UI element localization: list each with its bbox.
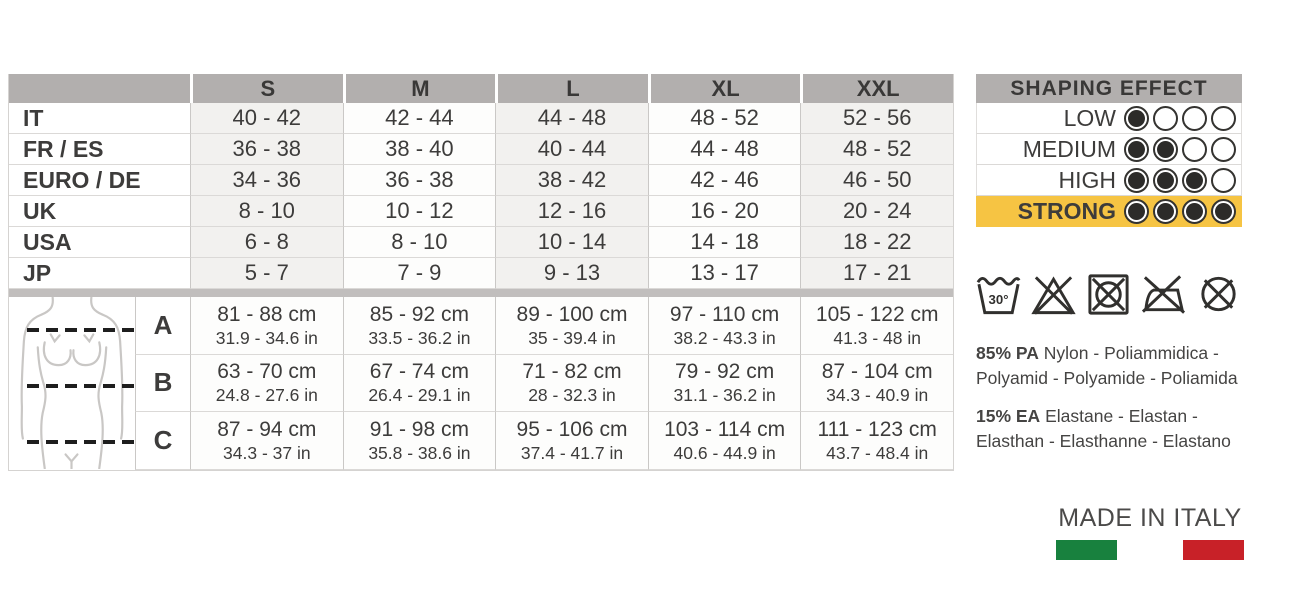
size-row-label-it: IT — [9, 103, 190, 134]
composition-pct-pa: 85% PA — [976, 343, 1039, 363]
size-chart-tables — [8, 74, 954, 471]
filled-dot-icon — [1124, 199, 1149, 224]
italy-flag — [1056, 540, 1244, 560]
size-row-label-usa: USA — [9, 227, 190, 258]
size-value-cell: 13 - 17 — [648, 258, 801, 289]
shaping-dots — [1124, 137, 1236, 162]
size-value-cell: 44 - 48 — [495, 103, 648, 134]
measure-row-label-a: A — [135, 297, 190, 355]
measurement-line-a — [27, 328, 135, 332]
size-value-cell: 8 - 10 — [190, 196, 343, 227]
size-table-corner-cell — [9, 74, 190, 103]
measure-value-cell: 91 - 98 cm 35.8 - 38.6 in — [343, 412, 496, 470]
flag-red-bar — [1183, 540, 1244, 560]
empty-dot-icon — [1153, 106, 1178, 131]
measure-value-cell: 63 - 70 cm 24.8 - 27.6 in — [190, 355, 343, 413]
size-value-cell: 40 - 42 — [190, 103, 343, 134]
filled-dot-icon — [1153, 137, 1178, 162]
empty-dot-icon — [1211, 168, 1236, 193]
size-value-cell: 14 - 18 — [648, 227, 801, 258]
shaping-level-high — [976, 165, 1242, 196]
size-value-cell: 6 - 8 — [190, 227, 343, 258]
measure-value-cell: 105 - 122 cm 41.3 - 48 in — [800, 297, 953, 355]
size-value-cell: 36 - 38 — [190, 134, 343, 165]
shaping-effect-panel — [976, 74, 1242, 227]
table-separator-band — [9, 289, 953, 297]
measure-value-cell: 87 - 94 cm 34.3 - 37 in — [190, 412, 343, 470]
shaping-level-label: LOW — [1063, 104, 1116, 131]
measure-value-cell: 95 - 106 cm 37.4 - 41.7 in — [495, 412, 648, 470]
shaping-level-label: STRONG — [1017, 197, 1116, 224]
empty-dot-icon — [1182, 106, 1207, 131]
filled-dot-icon — [1124, 168, 1149, 193]
size-conversion-table — [9, 74, 953, 289]
size-column-header-l: L — [495, 74, 648, 103]
measure-value-cell: 89 - 100 cm 35 - 39.4 in — [495, 297, 648, 355]
size-value-cell: 36 - 38 — [343, 165, 496, 196]
shaping-level-strong — [976, 196, 1242, 227]
size-column-header-xxl: XXL — [800, 74, 953, 103]
size-value-cell: 7 - 9 — [343, 258, 496, 289]
measurement-line-b — [27, 384, 135, 388]
size-value-cell: 42 - 44 — [343, 103, 496, 134]
size-value-cell: 5 - 7 — [190, 258, 343, 289]
size-value-cell: 10 - 12 — [343, 196, 496, 227]
shaping-dots — [1124, 106, 1236, 131]
size-value-cell: 10 - 14 — [495, 227, 648, 258]
size-value-cell: 48 - 52 — [648, 103, 801, 134]
composition-pct-ea: 15% EA — [976, 405, 1041, 426]
size-column-header-m: M — [343, 74, 496, 103]
shaping-level-label: MEDIUM — [1022, 135, 1116, 162]
empty-dot-icon — [1211, 106, 1236, 131]
size-value-cell: 38 - 40 — [343, 134, 496, 165]
size-value-cell: 8 - 10 — [343, 227, 496, 258]
size-value-cell: 34 - 36 — [190, 165, 343, 196]
body-measurement-table — [9, 297, 953, 470]
care-symbols-row — [975, 271, 1242, 317]
size-column-header-s: S — [190, 74, 343, 103]
shaping-level-medium — [976, 134, 1242, 165]
size-value-cell: 18 - 22 — [800, 227, 953, 258]
measure-value-cell: 85 - 92 cm 33.5 - 36.2 in — [343, 297, 496, 355]
size-value-cell: 17 - 21 — [800, 258, 953, 289]
size-value-cell: 20 - 24 — [800, 196, 953, 227]
measure-value-cell: 87 - 104 cm 34.3 - 40.9 in — [800, 355, 953, 413]
figure-cell — [9, 297, 135, 470]
measure-value-cell: 71 - 82 cm 28 - 32.3 in — [495, 355, 648, 413]
size-value-cell: 38 - 42 — [495, 165, 648, 196]
size-row-label-uk: UK — [9, 196, 190, 227]
size-value-cell: 40 - 44 — [495, 134, 648, 165]
size-value-cell: 12 - 16 — [495, 196, 648, 227]
size-column-header-xl: XL — [648, 74, 801, 103]
size-value-cell: 42 - 46 — [648, 165, 801, 196]
size-value-cell: 16 - 20 — [648, 196, 801, 227]
shaping-level-label: HIGH — [1058, 166, 1116, 193]
filled-dot-icon — [1182, 199, 1207, 224]
svg-text:30°: 30° — [988, 291, 1009, 307]
shaping-level-low — [976, 103, 1242, 134]
empty-dot-icon — [1211, 137, 1236, 162]
filled-dot-icon — [1124, 106, 1149, 131]
measure-value-cell: 81 - 88 cm 31.9 - 34.6 in — [190, 297, 343, 355]
filled-dot-icon — [1211, 199, 1236, 224]
composition-names-pa: Nylon - Poliammidica - Polyamid - Polyamide - Poliamida — [976, 343, 1238, 388]
do-not-iron-icon — [1140, 271, 1187, 317]
made-in-italy-label: MADE IN ITALY — [1058, 504, 1242, 532]
measure-value-cell: 79 - 92 cm 31.1 - 36.2 in — [648, 355, 801, 413]
measure-value-cell: 103 - 114 cm 40.6 - 44.9 in — [648, 412, 801, 470]
size-value-cell: 52 - 56 — [800, 103, 953, 134]
wash-30-icon — [975, 271, 1022, 317]
composition-line-ea — [976, 404, 1260, 454]
do-not-bleach-icon — [1030, 271, 1077, 317]
measure-row-label-b: B — [135, 355, 190, 413]
flag-green-bar — [1056, 540, 1117, 560]
shaping-effect-title: SHAPING EFFECT — [976, 74, 1242, 103]
size-value-cell: 9 - 13 — [495, 258, 648, 289]
size-value-cell: 48 - 52 — [800, 134, 953, 165]
filled-dot-icon — [1182, 168, 1207, 193]
fabric-composition — [976, 341, 1260, 466]
size-row-label-fr-es: FR / ES — [9, 134, 190, 165]
size-value-cell: 44 - 48 — [648, 134, 801, 165]
size-row-label-jp: JP — [9, 258, 190, 289]
size-value-cell: 46 - 50 — [800, 165, 953, 196]
filled-dot-icon — [1124, 137, 1149, 162]
measurement-line-c — [27, 440, 135, 444]
do-not-tumble-dry-icon — [1085, 271, 1132, 317]
filled-dot-icon — [1153, 168, 1178, 193]
size-row-label-euro-de: EURO / DE — [9, 165, 190, 196]
measure-value-cell: 97 - 110 cm 38.2 - 43.3 in — [648, 297, 801, 355]
filled-dot-icon — [1153, 199, 1178, 224]
shaping-dots — [1124, 168, 1236, 193]
do-not-dry-clean-icon — [1195, 271, 1242, 317]
shaping-dots — [1124, 199, 1236, 224]
composition-line-pa — [976, 341, 1260, 391]
measure-value-cell: 111 - 123 cm 43.7 - 48.4 in — [800, 412, 953, 470]
made-in-italy-block — [1056, 504, 1244, 560]
empty-dot-icon — [1182, 137, 1207, 162]
composition-names-ea: Elastane - Elastan - Elasthan - Elasthanne - Elastano — [976, 405, 1231, 451]
measure-value-cell: 67 - 74 cm 26.4 - 29.1 in — [343, 355, 496, 413]
measure-row-label-c: C — [135, 412, 190, 470]
